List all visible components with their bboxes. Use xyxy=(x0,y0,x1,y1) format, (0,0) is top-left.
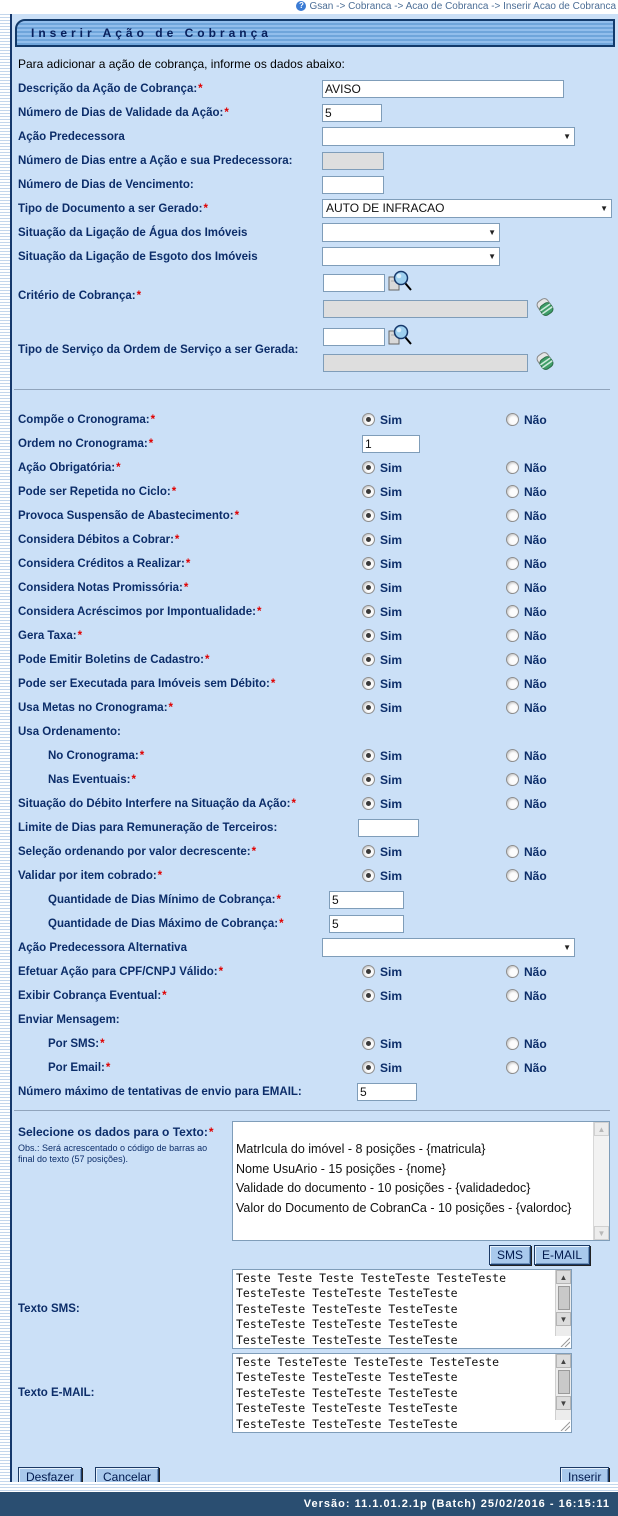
descricao-acao-cobranca-row xyxy=(18,77,618,101)
situacao-ligacao-esgoto-row xyxy=(18,245,618,269)
text-data-note: Obs.: Será acrescentado o código de barras ao final do texto (57 posições). xyxy=(18,1143,208,1164)
resize-grip-icon[interactable] xyxy=(560,1337,570,1347)
pode-executada-imoveis-sem-debito-label: Pode ser Executada para Imóveis sem Débito:* xyxy=(18,678,276,690)
selecao-ordenando-valor-decrescente-row xyxy=(18,840,618,864)
scroll-up-icon[interactable]: ▲ xyxy=(594,1122,609,1136)
scroll-down-icon[interactable]: ▼ xyxy=(556,1312,571,1326)
enviar-mensagem-label: Enviar Mensagem: xyxy=(18,1014,120,1026)
no-cronograma-sim-label: Sim xyxy=(380,749,403,763)
search-icon[interactable] xyxy=(388,270,412,299)
situacao-ligacao-agua-label: Situação da Ligação de Água dos Imóveis xyxy=(18,227,248,239)
pode-emitir-boletins-cadastro-row xyxy=(18,648,618,672)
por-sms-row xyxy=(18,1032,618,1056)
por-email-nao-radio[interactable] xyxy=(506,1061,519,1074)
textarea-scrollbar[interactable] xyxy=(555,1270,571,1336)
required-asterisk: * xyxy=(218,966,224,978)
scrollbar-thumb[interactable] xyxy=(558,1286,570,1310)
efetuar-acao-cpf-cnpj-valido-sim-label: Sim xyxy=(380,965,403,979)
considera-acrescimos-impontualidade-nao-radio[interactable] xyxy=(506,605,519,618)
descricao-acao-cobranca-label: Descrição da Ação de Cobrança:* xyxy=(18,83,203,95)
considera-debitos-cobrar-nao-radio[interactable] xyxy=(506,533,519,546)
text-data-option[interactable]: Validade do documento - 10 posições - {validadedoc} xyxy=(236,1181,531,1195)
usa-ordenamento-label: Usa Ordenamento: xyxy=(18,726,121,738)
compoe-cronograma-sim-label: Sim xyxy=(380,413,403,427)
pode-emitir-boletins-cadastro-sim-radio[interactable] xyxy=(362,653,375,666)
considera-debitos-cobrar-sim-radio[interactable] xyxy=(362,533,375,546)
pode-emitir-boletins-cadastro-nao-label: Não xyxy=(524,653,547,667)
usa-ordenamento-row xyxy=(18,720,618,744)
exibir-cobranca-eventual-nao-label: Não xyxy=(524,989,547,1003)
exibir-cobranca-eventual-row xyxy=(18,984,618,1008)
situacao-debito-interfere-nao-radio[interactable] xyxy=(506,797,519,810)
considera-acrescimos-impontualidade-sim-radio[interactable] xyxy=(362,605,375,618)
usa-metas-cronograma-nao-label: Não xyxy=(524,701,547,715)
tipo-servico-ordem-servico-row xyxy=(18,323,618,377)
required-asterisk: * xyxy=(136,290,142,302)
numero-dias-entre-acao-predecessora-row xyxy=(18,149,618,173)
eraser-icon[interactable] xyxy=(533,348,557,379)
provoca-suspensao-abastecimento-row xyxy=(18,504,618,528)
por-sms-sim-label: Sim xyxy=(380,1037,403,1051)
acao-predecessora-alternativa-label: Ação Predecessora Alternativa xyxy=(18,942,187,954)
nas-eventuais-label: Nas Eventuais:* xyxy=(48,774,136,786)
required-asterisk: * xyxy=(116,462,121,474)
acao-predecessora-row xyxy=(18,125,618,149)
pode-ser-repetida-ciclo-row xyxy=(18,480,618,504)
considera-debitos-cobrar-row xyxy=(18,528,618,552)
pode-ser-repetida-ciclo-label: Pode ser Repetida no Ciclo:* xyxy=(18,486,177,498)
usa-metas-cronograma-label: Usa Metas no Cronograma:* xyxy=(18,702,174,714)
numero-maximo-tentativas-email-input[interactable] xyxy=(357,1083,417,1101)
required-asterisk: * xyxy=(100,1038,105,1050)
required-asterisk: * xyxy=(198,83,203,95)
considera-debitos-cobrar-label: Considera Débitos a Cobrar:* xyxy=(18,534,180,546)
acao-predecessora-alternativa-row xyxy=(18,936,618,960)
text-data-option[interactable]: Valor do Documento de CobranCa - 10 posições - {valordoc} xyxy=(236,1200,572,1215)
por-email-label: Por Email:* xyxy=(48,1062,111,1074)
eraser-icon[interactable] xyxy=(533,294,557,325)
situacao-debito-interfere-sim-radio[interactable] xyxy=(362,797,375,810)
considera-acrescimos-impontualidade-sim-label: Sim xyxy=(380,605,403,619)
sms-text-row xyxy=(18,1267,618,1351)
acao-obrigatoria-nao-label: Não xyxy=(524,461,547,475)
version-text: Versão: 11.1.01.2.1p (Batch) 25/02/2016 - 16:15:11 xyxy=(303,1498,610,1510)
required-asterisk: * xyxy=(162,990,167,1002)
required-asterisk: * xyxy=(291,798,296,810)
breadcrumb-path[interactable]: Gsan -> Cobranca -> Acao de Cobranca -> Inserir Acao de Cobranca xyxy=(309,1,616,12)
quantidade-dias-minimo-cobranca-input[interactable] xyxy=(329,891,404,909)
exibir-cobranca-eventual-sim-label: Sim xyxy=(380,989,403,1003)
usa-metas-cronograma-sim-label: Sim xyxy=(380,701,403,715)
sms-button[interactable]: SMS xyxy=(489,1245,531,1265)
considera-creditos-realizar-row xyxy=(18,552,618,576)
required-asterisk: * xyxy=(157,870,163,882)
considera-notas-promissoria-sim-radio[interactable] xyxy=(362,581,375,594)
pode-emitir-boletins-cadastro-label: Pode Emitir Boletins de Cadastro:* xyxy=(18,654,210,666)
numero-dias-vencimento-row xyxy=(18,173,618,197)
required-asterisk: * xyxy=(174,534,180,546)
textarea-scrollbar[interactable] xyxy=(555,1354,571,1420)
no-cronograma-sim-radio[interactable] xyxy=(362,749,375,762)
criterio-cobranca-code-input[interactable] xyxy=(323,274,385,292)
chevron-down-icon: ▼ xyxy=(563,943,571,952)
pode-executada-imoveis-sem-debito-nao-radio[interactable] xyxy=(506,677,519,690)
selecao-ordenando-valor-decrescente-nao-label: Não xyxy=(524,845,547,859)
cancel-button[interactable]: Cancelar xyxy=(95,1467,159,1482)
usa-metas-cronograma-nao-radio[interactable] xyxy=(506,701,519,714)
acao-predecessora-label: Ação Predecessora xyxy=(18,131,125,143)
nas-eventuais-sim-label: Sim xyxy=(380,773,403,787)
text-data-section xyxy=(18,1117,618,1267)
required-asterisk: * xyxy=(105,1062,111,1074)
text-data-option[interactable]: Nome UsuArio - 15 posições - {nome} xyxy=(236,1161,446,1176)
required-asterisk: * xyxy=(183,582,189,594)
efetuar-acao-cpf-cnpj-valido-nao-label: Não xyxy=(524,965,547,979)
sms-textarea[interactable] xyxy=(234,1271,552,1346)
considera-creditos-realizar-label: Considera Créditos a Realizar:* xyxy=(18,558,191,570)
limite-dias-remuneracao-terceiros-row xyxy=(18,816,618,840)
tipo-documento-gerado-row xyxy=(18,197,618,221)
required-asterisk: * xyxy=(270,678,276,690)
tipo-servico-ordem-servico-code-input[interactable] xyxy=(323,328,385,346)
numero-dias-validade-acao-input[interactable] xyxy=(322,104,382,122)
sms-textarea-frame xyxy=(232,1269,572,1349)
chevron-down-icon: ▼ xyxy=(563,132,571,141)
ordem-cronograma-input[interactable] xyxy=(362,435,420,453)
acao-obrigatoria-sim-radio[interactable] xyxy=(362,461,375,474)
situacao-debito-interfere-nao-label: Não xyxy=(524,797,547,811)
required-asterisk: * xyxy=(204,654,210,666)
breadcrumb xyxy=(0,0,618,14)
selecao-ordenando-valor-decrescente-sim-radio[interactable] xyxy=(362,845,375,858)
numero-dias-validade-acao-label: Número de Dias de Validade da Ação:* xyxy=(18,107,229,119)
text-data-listbox[interactable] xyxy=(232,1121,610,1241)
intro-text: Para adicionar a ação de cobrança, informe os dados abaixo: xyxy=(18,57,345,71)
form-rows-bottom xyxy=(12,408,618,1104)
tipo-documento-gerado-select-value: AUTO DE INFRACAO xyxy=(326,201,445,215)
required-asterisk: * xyxy=(256,606,262,618)
validar-por-item-cobrado-nao-label: Não xyxy=(524,869,547,883)
required-asterisk: * xyxy=(203,203,208,215)
quantidade-dias-minimo-cobranca-row xyxy=(18,888,618,912)
compoe-cronograma-sim-radio[interactable] xyxy=(362,413,375,426)
validar-por-item-cobrado-label: Validar por item cobrado:* xyxy=(18,870,163,882)
por-email-sim-label: Sim xyxy=(380,1061,403,1075)
pode-executada-imoveis-sem-debito-row xyxy=(18,672,618,696)
acao-obrigatoria-label: Ação Obrigatória:* xyxy=(18,462,121,474)
pode-ser-repetida-ciclo-nao-label: Não xyxy=(524,485,547,499)
quantidade-dias-maximo-cobranca-input[interactable] xyxy=(329,915,404,933)
footer-bar xyxy=(0,1492,618,1516)
required-asterisk: * xyxy=(234,510,240,522)
considera-creditos-realizar-nao-radio[interactable] xyxy=(506,557,519,570)
no-cronograma-label: No Cronograma:* xyxy=(48,750,145,762)
enviar-mensagem-row xyxy=(18,1008,618,1032)
considera-acrescimos-impontualidade-label: Considera Acréscimos por Impontualidade:* xyxy=(18,606,262,618)
ordem-cronograma-row xyxy=(18,432,618,456)
divider xyxy=(14,1110,610,1111)
acao-obrigatoria-nao-radio[interactable] xyxy=(506,461,519,474)
email-textarea[interactable] xyxy=(234,1355,552,1430)
selecao-ordenando-valor-decrescente-label: Seleção ordenando por valor decrescente:* xyxy=(18,846,257,858)
email-text-label: Texto E-MAIL: xyxy=(18,1387,95,1399)
considera-notas-promissoria-sim-label: Sim xyxy=(380,581,403,595)
situacao-debito-interfere-sim-label: Sim xyxy=(380,797,403,811)
scroll-up-icon[interactable]: ▲ xyxy=(556,1354,571,1368)
text-data-listbox-options xyxy=(233,1122,609,1218)
considera-notas-promissoria-nao-radio[interactable] xyxy=(506,581,519,594)
por-sms-nao-radio[interactable] xyxy=(506,1037,519,1050)
search-icon[interactable] xyxy=(388,324,412,353)
tipo-servico-ordem-servico-description xyxy=(323,354,528,372)
selecao-ordenando-valor-decrescente-sim-label: Sim xyxy=(380,845,403,859)
no-cronograma-nao-radio[interactable] xyxy=(506,749,519,762)
scrollbar-thumb[interactable] xyxy=(558,1370,570,1394)
gera-taxa-nao-label: Não xyxy=(524,629,547,643)
text-data-label: Selecione os dados para o Texto:* xyxy=(18,1125,214,1139)
por-sms-sim-radio[interactable] xyxy=(362,1037,375,1050)
situacao-ligacao-agua-select[interactable] xyxy=(322,223,500,242)
chevron-down-icon: ▼ xyxy=(488,228,496,237)
efetuar-acao-cpf-cnpj-valido-label: Efetuar Ação para CPF/CNPJ Válido:* xyxy=(18,966,224,978)
efetuar-acao-cpf-cnpj-valido-nao-radio[interactable] xyxy=(506,965,519,978)
nas-eventuais-row xyxy=(18,768,618,792)
ordem-cronograma-label: Ordem no Cronograma:* xyxy=(18,438,154,450)
numero-dias-vencimento-input[interactable] xyxy=(322,176,384,194)
required-asterisk: * xyxy=(251,846,257,858)
pode-executada-imoveis-sem-debito-nao-label: Não xyxy=(524,677,547,691)
numero-maximo-tentativas-email-row xyxy=(18,1080,618,1104)
quantidade-dias-minimo-cobranca-label: Quantidade de Dias Mínimo de Cobrança:* xyxy=(48,894,281,906)
page-title: Inserir Ação de Cobrança xyxy=(15,19,615,47)
limite-dias-remuneracao-terceiros-label: Limite de Dias para Remuneração de Terceiros: xyxy=(18,822,278,834)
considera-notas-promissoria-label: Considera Notas Promissória:* xyxy=(18,582,189,594)
required-asterisk: * xyxy=(279,918,284,930)
situacao-ligacao-esgoto-select[interactable] xyxy=(322,247,500,266)
required-asterisk: * xyxy=(77,630,83,642)
situacao-debito-interfere-row xyxy=(18,792,618,816)
provoca-suspensao-abastecimento-sim-radio[interactable] xyxy=(362,509,375,522)
descricao-acao-cobranca-input[interactable] xyxy=(322,80,564,98)
compoe-cronograma-label: Compõe o Cronograma:* xyxy=(18,414,156,426)
pode-ser-repetida-ciclo-nao-radio[interactable] xyxy=(506,485,519,498)
provoca-suspensao-abastecimento-label: Provoca Suspensão de Abastecimento:* xyxy=(18,510,240,522)
pode-executada-imoveis-sem-debito-sim-label: Sim xyxy=(380,677,403,691)
compoe-cronograma-row xyxy=(18,408,618,432)
quantidade-dias-maximo-cobranca-row xyxy=(18,912,618,936)
required-asterisk: * xyxy=(224,107,229,119)
considera-creditos-realizar-nao-label: Não xyxy=(524,557,547,571)
validar-por-item-cobrado-sim-label: Sim xyxy=(380,869,403,883)
pode-ser-repetida-ciclo-sim-label: Sim xyxy=(380,485,403,499)
pode-executada-imoveis-sem-debito-sim-radio[interactable] xyxy=(362,677,375,690)
limite-dias-remuneracao-terceiros-input[interactable] xyxy=(358,819,419,837)
insert-button[interactable]: Inserir xyxy=(560,1467,609,1482)
provoca-suspensao-abastecimento-nao-radio[interactable] xyxy=(506,509,519,522)
situacao-debito-interfere-label: Situação do Débito Interfere na Situação da Ação:* xyxy=(18,798,296,810)
considera-creditos-realizar-sim-label: Sim xyxy=(380,557,403,571)
chevron-down-icon: ▼ xyxy=(488,252,496,261)
situacao-ligacao-agua-row xyxy=(18,221,618,245)
compoe-cronograma-nao-radio[interactable] xyxy=(506,413,519,426)
considera-notas-promissoria-nao-label: Não xyxy=(524,581,547,595)
no-cronograma-nao-label: Não xyxy=(524,749,547,763)
scroll-up-icon[interactable]: ▲ xyxy=(556,1270,571,1284)
considera-debitos-cobrar-sim-label: Sim xyxy=(380,533,403,547)
acao-predecessora-select[interactable] xyxy=(322,127,575,146)
scroll-down-icon[interactable]: ▼ xyxy=(556,1396,571,1410)
criterio-cobranca-description xyxy=(323,300,528,318)
por-email-sim-radio[interactable] xyxy=(362,1061,375,1074)
validar-por-item-cobrado-nao-radio[interactable] xyxy=(506,869,519,882)
considera-debitos-cobrar-nao-label: Não xyxy=(524,533,547,547)
gera-taxa-sim-radio[interactable] xyxy=(362,629,375,642)
nas-eventuais-nao-label: Não xyxy=(524,773,547,787)
pode-emitir-boletins-cadastro-nao-radio[interactable] xyxy=(506,653,519,666)
por-email-row xyxy=(18,1056,618,1080)
considera-notas-promissoria-row xyxy=(18,576,618,600)
required-asterisk: * xyxy=(148,438,154,450)
por-email-nao-label: Não xyxy=(524,1061,547,1075)
email-button[interactable]: E-MAIL xyxy=(534,1245,590,1265)
quantidade-dias-maximo-cobranca-label: Quantidade de Dias Máximo de Cobrança:* xyxy=(48,918,284,930)
gera-taxa-row xyxy=(18,624,618,648)
tipo-documento-gerado-label: Tipo de Documento a ser Gerado:* xyxy=(18,203,208,215)
required-asterisk: * xyxy=(208,1125,214,1139)
numero-dias-entre-acao-predecessora-label: Número de Dias entre a Ação e sua Predecessora: xyxy=(18,155,293,167)
listbox-scrollbar[interactable] xyxy=(593,1122,609,1240)
efetuar-acao-cpf-cnpj-valido-sim-radio[interactable] xyxy=(362,965,375,978)
usa-metas-cronograma-row xyxy=(18,696,618,720)
no-cronograma-row xyxy=(18,744,618,768)
gera-taxa-nao-radio[interactable] xyxy=(506,629,519,642)
nas-eventuais-nao-radio[interactable] xyxy=(506,773,519,786)
considera-creditos-realizar-sim-radio[interactable] xyxy=(362,557,375,570)
email-text-row xyxy=(18,1351,618,1435)
required-asterisk: * xyxy=(276,894,281,906)
pode-ser-repetida-ciclo-sim-radio[interactable] xyxy=(362,485,375,498)
gera-taxa-sim-label: Sim xyxy=(380,629,403,643)
acao-obrigatoria-row xyxy=(18,456,618,480)
main-panel xyxy=(10,14,618,1482)
divider xyxy=(14,389,610,390)
exibir-cobranca-eventual-label: Exibir Cobrança Eventual:* xyxy=(18,990,167,1002)
pode-emitir-boletins-cadastro-sim-label: Sim xyxy=(380,653,403,667)
help-icon[interactable]: ? xyxy=(296,1,306,11)
efetuar-acao-cpf-cnpj-valido-row xyxy=(18,960,618,984)
email-textarea-frame xyxy=(232,1353,572,1433)
selecao-ordenando-valor-decrescente-nao-radio[interactable] xyxy=(506,845,519,858)
tipo-documento-gerado-select[interactable] xyxy=(322,199,612,218)
acao-obrigatoria-sim-label: Sim xyxy=(380,461,403,475)
numero-dias-vencimento-label: Número de Dias de Vencimento: xyxy=(18,179,194,191)
undo-button[interactable]: Desfazer xyxy=(18,1467,82,1482)
usa-metas-cronograma-sim-radio[interactable] xyxy=(362,701,375,714)
required-asterisk: * xyxy=(139,750,145,762)
scroll-down-icon[interactable]: ▼ xyxy=(594,1226,609,1240)
required-asterisk: * xyxy=(150,414,156,426)
numero-dias-validade-acao-row xyxy=(18,101,618,125)
acao-predecessora-alternativa-select[interactable] xyxy=(322,938,575,957)
gera-taxa-label: Gera Taxa:* xyxy=(18,630,83,642)
criterio-cobranca-row xyxy=(18,269,618,323)
numero-maximo-tentativas-email-label: Número máximo de tentativas de envio para EMAIL: xyxy=(18,1086,302,1098)
situacao-ligacao-esgoto-label: Situação da Ligação de Esgoto dos Imóveis xyxy=(18,251,258,263)
exibir-cobranca-eventual-sim-radio[interactable] xyxy=(362,989,375,1002)
provoca-suspensao-abastecimento-nao-label: Não xyxy=(524,509,547,523)
considera-acrescimos-impontualidade-row xyxy=(18,600,618,624)
exibir-cobranca-eventual-nao-radio[interactable] xyxy=(506,989,519,1002)
validar-por-item-cobrado-row xyxy=(18,864,618,888)
resize-grip-icon[interactable] xyxy=(560,1421,570,1431)
required-asterisk: * xyxy=(171,486,177,498)
tipo-servico-ordem-servico-label: Tipo de Serviço da Ordem de Serviço a ser Gerada: xyxy=(18,344,299,356)
required-asterisk: * xyxy=(185,558,191,570)
chevron-down-icon: ▼ xyxy=(600,204,608,213)
provoca-suspensao-abastecimento-sim-label: Sim xyxy=(380,509,403,523)
sms-text-label: Texto SMS: xyxy=(18,1303,80,1315)
criterio-cobranca-label: Critério de Cobrança:* xyxy=(18,290,142,302)
considera-acrescimos-impontualidade-nao-label: Não xyxy=(524,605,547,619)
text-data-option[interactable]: MatrIcula do imóvel - 8 posições - {matricula} xyxy=(236,1142,486,1156)
actions-bar xyxy=(18,1435,618,1482)
por-sms-label: Por SMS:* xyxy=(48,1038,105,1050)
validar-por-item-cobrado-sim-radio[interactable] xyxy=(362,869,375,882)
required-asterisk: * xyxy=(168,702,174,714)
required-asterisk: * xyxy=(131,774,136,786)
compoe-cronograma-nao-label: Não xyxy=(524,413,547,427)
por-sms-nao-label: Não xyxy=(524,1037,547,1051)
nas-eventuais-sim-radio[interactable] xyxy=(362,773,375,786)
numero-dias-entre-acao-predecessora-input xyxy=(322,152,384,170)
form-rows-top xyxy=(12,77,618,377)
